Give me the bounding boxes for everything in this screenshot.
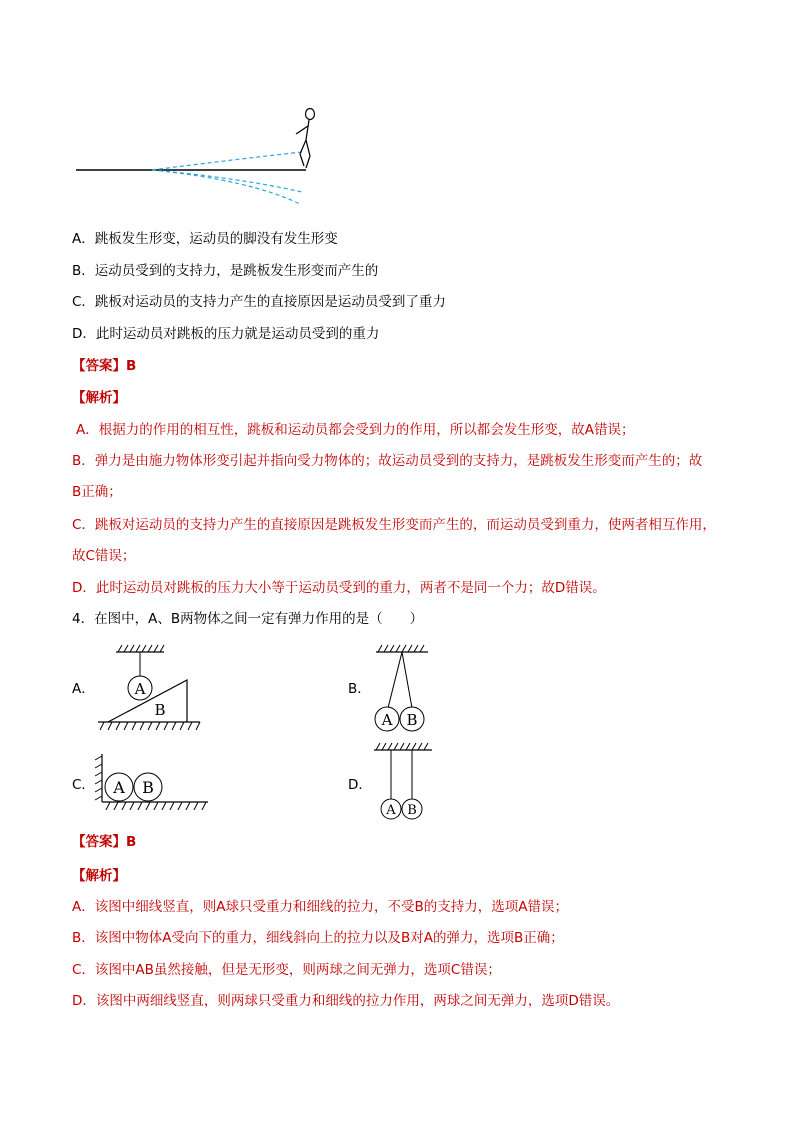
q4-option-c-label: C． (72, 777, 95, 793)
q4-figure-b (366, 642, 436, 734)
q4-option-b-label: B． (348, 681, 371, 697)
q3-answer-value: B (126, 358, 137, 374)
q4-fig-d-ball-b: B (407, 803, 417, 818)
q4-analysis-b: B．该图中物体A受向下的重力，细线斜向上的拉力以及B对A的弹力，选项B正确； (72, 930, 564, 946)
q4-figure-d (370, 740, 436, 826)
q4-option-a-label: A． (72, 681, 95, 697)
q4-fig-b-ball-b: B (406, 711, 418, 729)
q4-answer-value: B (126, 834, 137, 850)
q4-fig-d-ball-a: A (386, 803, 396, 818)
q3-option-a: A．跳板发生形变，运动员的脚没有发生形变 (72, 231, 338, 247)
q4-stem: 4．在图中，A、B两物体之间一定有弹力作用的是（ ） (72, 611, 424, 627)
q3-option-b: B．运动员受到的支持力，是跳板发生形变而产生的 (72, 263, 379, 279)
q3-analysis-tag: 【解析】 (72, 390, 126, 406)
q3-analysis-c: C．跳板对运动员的支持力产生的直接原因是跳板发生形变而产生的，而运动员受到重力，使两者相互作用， (72, 517, 716, 533)
q4-fig-a-ball-a: A (134, 680, 146, 698)
q4-fig-a-block-b: B (154, 701, 166, 719)
q4-fig-c-ball-b: B (142, 778, 154, 797)
q3-answer-tag: 【答案】 (72, 358, 126, 374)
q3-analysis-a: A．根据力的作用的相互性，跳板和运动员都会受到力的作用，所以都会发生形变，故A错误； (76, 422, 635, 438)
q3-answer-line (72, 356, 136, 376)
q4-figure-a (92, 642, 207, 732)
q4-analysis-a: A．该图中细线竖直，则A球只受重力和细线的拉力，不受B的支持力，选项A错误； (72, 899, 568, 915)
q3-analysis-d: D．此时运动员对跳板的压力大小等于运动员受到的重力，两者不是同一个力；故D错误。 (72, 580, 606, 596)
q4-answer-tag: 【答案】 (72, 834, 126, 850)
q3-option-c: C．跳板对运动员的支持力产生的直接原因是运动员受到了重力 (72, 294, 446, 310)
q3-analysis-b: B．弹力是由施力物体形变引起并指向受力物体的；故运动员受到的支持力，是跳板发生形变而产生的；故 (72, 453, 703, 469)
q4-analysis-tag: 【解析】 (72, 868, 126, 884)
q4-figure-c (92, 750, 212, 810)
q4-option-d-label: D． (348, 777, 372, 793)
q4-fig-c-ball-a: A (113, 778, 125, 797)
q3-analysis-b-cont: B正确； (72, 484, 122, 500)
q3-option-d: D．此时运动员对跳板的压力就是运动员受到的重力 (72, 326, 380, 342)
diving-board-figure (70, 100, 330, 210)
q4-analysis-d: D．该图中两细线竖直，则两球只受重力和细线的拉力作用，两球之间无弹力，选项D错误。 (72, 993, 620, 1009)
q4-fig-b-ball-a: A (381, 711, 393, 729)
q4-answer-line (72, 832, 136, 852)
q4-analysis-c: C．该图中AB虽然接触，但是无形变，则两球之间无弹力，选项C错误； (72, 962, 501, 978)
q3-analysis-c-cont: 故C错误； (72, 548, 136, 564)
